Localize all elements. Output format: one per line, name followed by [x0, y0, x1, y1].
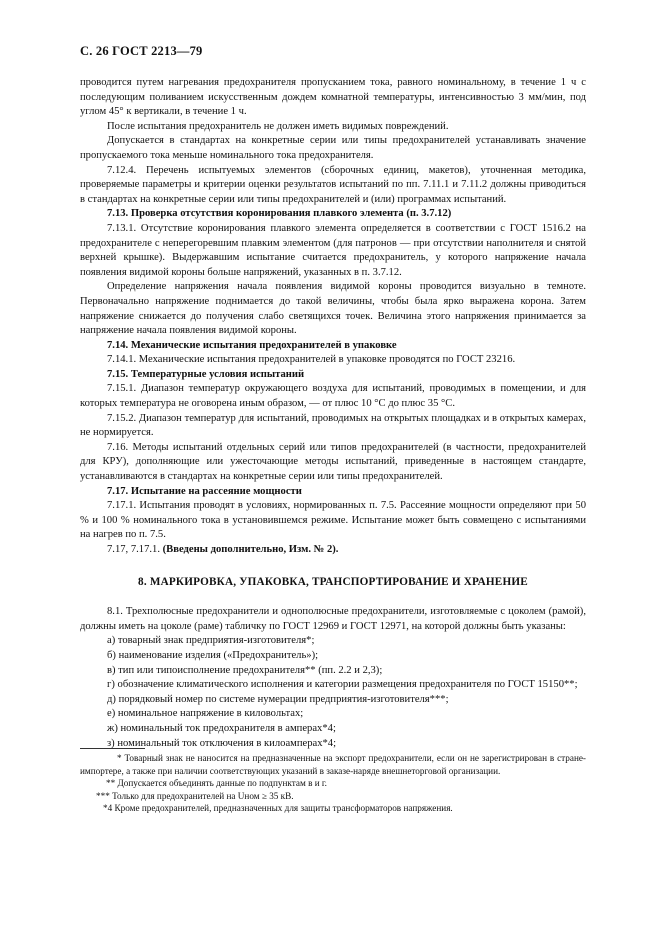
- footnote: *4 Кроме предохранителей, предназначенных для защиты трансформаторов напряжения.: [103, 803, 453, 814]
- page-header: С. 26 ГОСТ 2213—79: [80, 44, 203, 58]
- footnote: * Товарный знак не наносится на предназначенные на экспорт предохранители, если он не зарегистрирован в стране-импортере, а также при наличии соответствующих указаний в заказе-наряде внешнеторговой организации.: [80, 753, 586, 776]
- paragraph: 7.15.1. Диапазон температур окружающего воздуха для испытаний, проводимых в помещении, и для которых температура не оговорена иным образом, — от плюс 10 °С до плюс 35 °С.: [80, 383, 586, 410]
- paragraph: 7.13.1. Отсутствие коронирования плавкого элемента определяется в соответствии с ГОСТ 1516.2 на предохранителе с неперегоревшим плавким элементом (для патронов — при отсутствии наполнителя и снятой верхней крышке). Выдержавшим испытание считается предохранитель, у которого напряжение начала появления видимой короны больше напряжений, указанных в п. 3.7.12.: [80, 222, 586, 278]
- paragraph: проводится путем нагревания предохранителя пропусканием тока, равного номинальному, в течение 1 ч с последующим поливанием искусственным дождем комнатной температуры, интенсивностью 3 мм/мин, под углом 45° к вертикали, в течение 1 ч.: [80, 77, 586, 118]
- clause-heading: 7.13. Проверка отсутствия коронирования плавкого элемента (п. 3.7.12): [107, 208, 452, 220]
- list-item: в) тип или типоисполнение предохранителя** (пп. 2.2 и 2,3);: [107, 664, 383, 676]
- paragraph: Определение напряжения начала появления видимой короны проводится визуально в темноте. Первоначально напряжение поднимается до такой величины, чтобы была ярко выражена корона. Затем напряжение снижается до получения слабо светящихся точек. Величина этого напряжения принимается за напряжение начала появления видимой короны.: [80, 281, 586, 337]
- list-item: е) номинальное напряжение в киловольтах;: [107, 708, 304, 720]
- clause-heading: 7.14. Механические испытания предохранителей в упаковке: [107, 339, 397, 351]
- amendment-note: [80, 543, 586, 558]
- list-item: з) номинальный ток отключения в килоамперах*4;: [107, 737, 337, 749]
- page-body: [80, 76, 586, 751]
- paragraph: 7.16. Методы испытаний отдельных серий или типов предохранителей (в частности, предохранителей для КРУ), дополняющие или ужесточающие методы испытаний, приведенные в настоящем стандарте, устанавливаются в стандартах на конкретные серии или типы предохранителей.: [80, 441, 586, 483]
- list-item: г) обозначение климатического исполнения и категории размещения предохранителя по ГОСТ 15150**;: [107, 679, 578, 691]
- footnote: *** Только для предохранителей на Uном ≥ 35 кВ.: [96, 790, 294, 801]
- paragraph: После испытания предохранитель не должен иметь видимых повреждений.: [107, 120, 449, 132]
- paragraph: 7.14.1. Механические испытания предохранителей в упаковке проводятся по ГОСТ 23216.: [107, 354, 516, 366]
- paragraph: 7.12.4. Перечень испытуемых элементов (сборочных единиц, макетов), уточненная методика, проверяемые параметры и критерии оценки результатов испытаний по пп. 7.11.1 и 7.11.2 должны приводиться в стандартах на конкретные серии или типы предохранителей и (или) программах испытаний.: [80, 164, 586, 205]
- paragraph: 7.17.1. Испытания проводят в условиях, нормированных п. 7.5. Рассеяние мощности определяют при 50 % и 100 % номинального тока в установившемся режиме. Испытание может быть совмещено с испытаниями на нагрев по п. 7.5.: [80, 500, 586, 541]
- footnotes: [80, 752, 586, 815]
- amendment-ref: 7.17, 7.17.1.: [107, 544, 163, 555]
- paragraph: 8.1. Трехполюсные предохранители и однополюсные предохранители, изготовляемые с цоколем (рамой), должны иметь на цоколе (раме) табличку по ГОСТ 12969 и ГОСТ 12971, на которой должны быть указаны:: [80, 606, 586, 632]
- amendment-text: (Введены дополнительно, Изм. № 2).: [162, 544, 339, 555]
- list-item: д) порядковый номер по системе нумерации предприятия-изготовителя***;: [107, 693, 449, 705]
- list-item: ж) номинальный ток предохранителя в амперах*4;: [107, 722, 336, 734]
- clause-heading: 7.15. Температурные условия испытаний: [107, 368, 305, 380]
- clause-heading: 7.17. Испытание на рассеяние мощности: [107, 485, 302, 497]
- list-item: а) товарный знак предприятия-изготовителя*;: [107, 635, 315, 647]
- paragraph: 7.15.2. Диапазон температур для испытаний, проводимых на открытых площадках и в открытых камерах, не нормируется.: [80, 412, 586, 439]
- paragraph: Допускается в стандартах на конкретные серии или типы предохранителей устанавливать значение пропускаемого тока меньше номинального тока предохранителя.: [80, 135, 586, 161]
- footnote: ** Допускается объединять данные по подпунктам в и г.: [106, 778, 327, 789]
- footnote-divider: [80, 748, 145, 749]
- section-heading: 8. МАРКИРОВКА, УПАКОВКА, ТРАНСПОРТИРОВАНИЕ И ХРАНЕНИЕ: [138, 575, 528, 588]
- list-item: б) наименование изделия («Предохранитель»);: [107, 649, 319, 661]
